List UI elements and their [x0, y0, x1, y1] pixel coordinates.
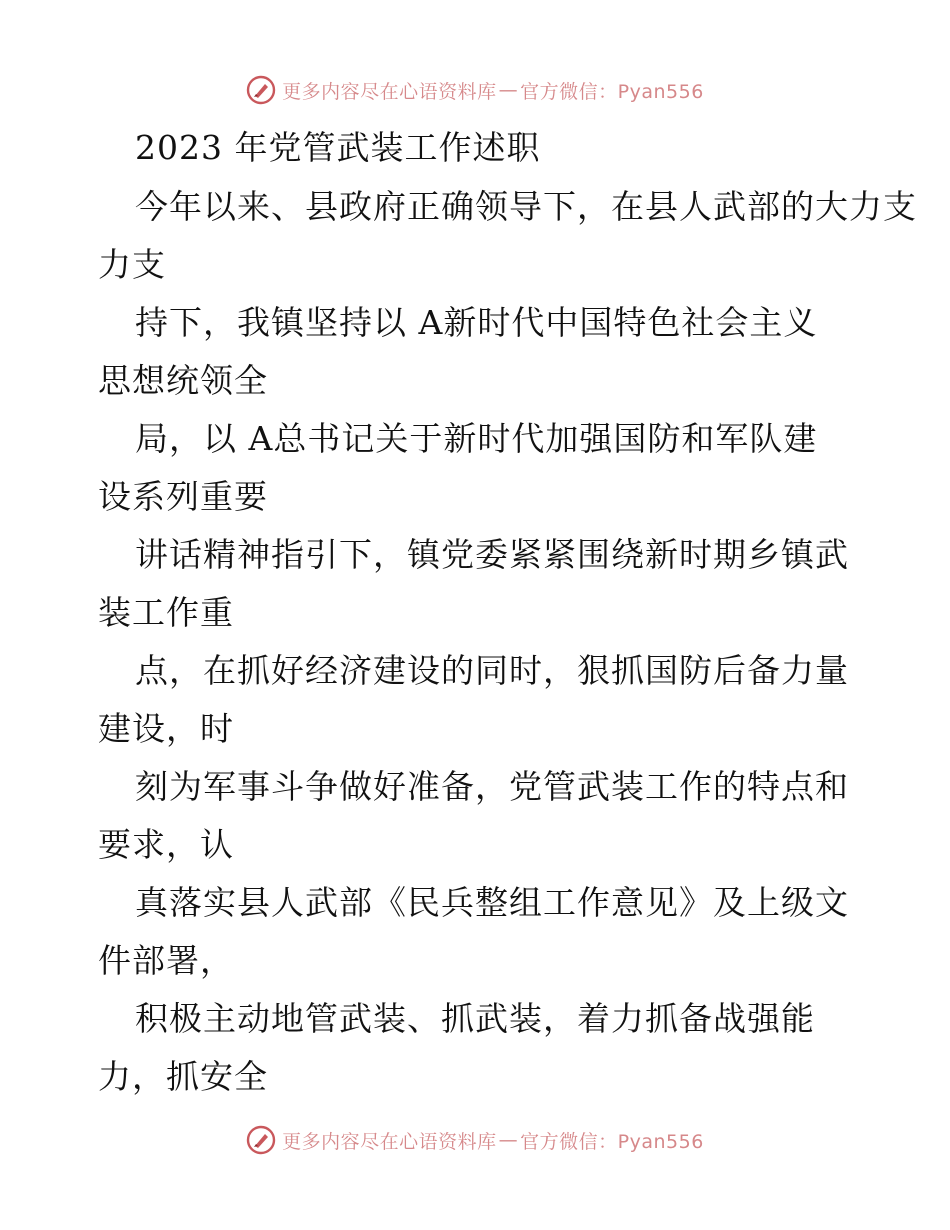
paragraph-2 — [98, 294, 858, 410]
pen-nib-logo-icon — [246, 1125, 276, 1155]
paragraph-line: 持下，我镇坚持以 A新时代中国特色社会主义 — [135, 303, 818, 342]
paragraph-5 — [98, 642, 858, 758]
pen-nib-logo-icon — [246, 75, 276, 105]
paragraph-line: 局，以 A总书记关于新时代加强国防和军队建 — [135, 419, 818, 458]
paragraph-1 — [98, 178, 917, 294]
paragraph-8 — [98, 990, 858, 1106]
paragraph-line: 设系列重要 — [98, 477, 268, 516]
watermark-dash: — — [498, 79, 519, 101]
watermark-contact-text: 官方微信：Pyan556 — [520, 1130, 704, 1153]
footer-watermark — [0, 1120, 950, 1160]
watermark-dash: — — [498, 1129, 519, 1151]
paragraph-line: 思想统领全 — [98, 361, 268, 400]
paragraph-4 — [98, 526, 858, 642]
paragraph-3 — [98, 410, 858, 526]
watermark-contact-text: 官方微信：Pyan556 — [520, 80, 704, 103]
paragraph-7 — [98, 874, 858, 990]
paragraph-line: 刻为军事斗争做好准备，党管武装工作的特点和 — [135, 767, 849, 806]
header-watermark — [0, 70, 950, 110]
paragraph-line: 件部署， — [98, 941, 234, 980]
paragraph-line: 力，抓安全 — [98, 1057, 268, 1096]
paragraph-line: 真落实县人武部《民兵整组工作意见》及上级文 — [135, 883, 849, 922]
paragraph-line: 要求，认 — [98, 825, 234, 864]
paragraph-line: 积极主动地管武装、抓武装，着力抓备战强能 — [135, 999, 815, 1038]
paragraph-line: 点，在抓好经济建设的同时，狠抓国防后备力量 — [135, 651, 849, 690]
paragraph-line: 力支 — [98, 245, 166, 284]
document-title: 2023 年党管武装工作述职 — [135, 128, 541, 167]
watermark-site-text: 更多内容尽在心语资料库 — [282, 1130, 497, 1153]
paragraph-line: 装工作重 — [98, 593, 234, 632]
paragraph-line: 讲话精神指引下，镇党委紧紧围绕新时期乡镇武 — [135, 535, 849, 574]
paragraph-line: 今年以来、县政府正确领导下，在县人武部的大力支 — [135, 187, 917, 226]
paragraph-line: 建设，时 — [98, 709, 234, 748]
paragraph-6 — [98, 758, 858, 874]
watermark-site-text: 更多内容尽在心语资料库 — [282, 80, 497, 103]
